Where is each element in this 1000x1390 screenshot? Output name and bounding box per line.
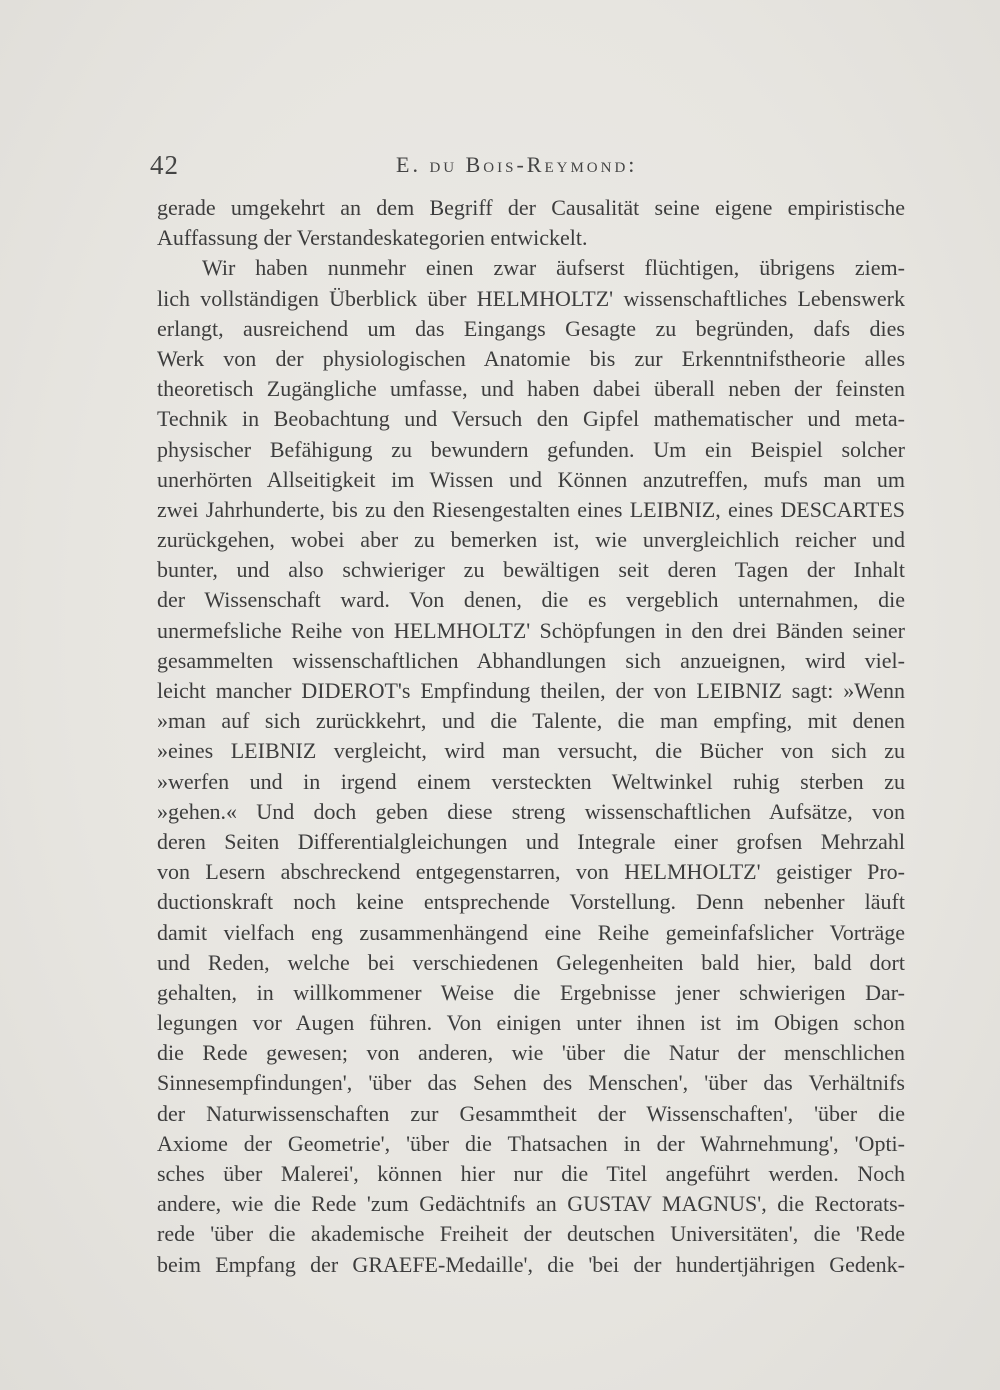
- text-line: der Wissenschaft ward. Von denen, die es vergeblich unternahmen, die: [157, 587, 905, 613]
- text-line: »eines LEIBNIZ vergleicht, wird man versucht, die Bücher von sich zu: [157, 738, 905, 764]
- text-line: legungen vor Augen führen. Von einigen unter ihnen ist im Obigen schon: [157, 1010, 905, 1036]
- text-line: Werk von der physiologischen Anatomie bis zur Erkenntnifstheorie alles: [157, 345, 905, 371]
- text-line: damit vielfach eng zusammenhängend eine Reihe gemeinfafslicher Vorträge: [157, 919, 905, 945]
- text-line: die Rede gewesen; von anderen, wie 'über die Natur der menschlichen: [157, 1040, 905, 1066]
- text-line: der Naturwissenschaften zur Gesammtheit der Wissenschaften', 'über die: [157, 1100, 905, 1126]
- text-line: gesammelten wissenschaftlichen Abhandlungen sich anzueignen, wird viel-: [157, 647, 905, 673]
- text-line: Sinnesempfindungen', 'über das Sehen des Menschen', 'über das Verhältnifs: [157, 1070, 905, 1096]
- text-line: zurückgehen, wobei aber zu bemerken ist, wie unvergleichlich reicher und: [157, 527, 905, 553]
- running-head: E. du Bois-Reymond:: [396, 152, 638, 177]
- text-line: »werfen und in irgend einem versteckten Weltwinkel ruhig sterben zu: [157, 768, 905, 794]
- page-header: [150, 150, 905, 190]
- text-line: deren Seiten Differentialgleichungen und Integrale einer grofsen Mehrzahl: [157, 828, 905, 854]
- text-line: rede 'über die akademische Freiheit der deutschen Universitäten', die 'Rede: [157, 1221, 905, 1247]
- text-line: ductionskraft noch keine entsprechende Vorstellung. Denn nebenher läuft: [157, 889, 905, 915]
- text-line: und Reden, welche bei verschiedenen Gelegenheiten bald hier, bald dort: [157, 949, 905, 975]
- text-line: erlangt, ausreichend um das Eingangs Gesagte zu begründen, dafs dies: [157, 315, 905, 341]
- page-number: 42: [150, 150, 179, 180]
- text-line: leicht mancher DIDEROT's Empfindung theilen, der von LEIBNIZ sagt: »Wenn: [157, 678, 905, 703]
- body-text: [157, 193, 905, 1280]
- text-line: beim Empfang der GRAEFE-Medaille', die 'bei der hundertjährigen Gedenk-: [157, 1251, 905, 1277]
- text-line: unermefsliche Reihe von HELMHOLTZ' Schöpfungen in den drei Bänden seiner: [157, 617, 905, 643]
- text-line: von Lesern abschreckend entgegenstarren, von HELMHOLTZ' geistiger Pro-: [157, 859, 905, 885]
- text-line: Technik in Beobachtung und Versuch den Gipfel mathematischer und meta-: [157, 406, 905, 432]
- text-line: zwei Jahrhunderte, bis zu den Riesengestalten eines LEIBNIZ, eines DESCARTES: [157, 496, 905, 522]
- text-line: bunter, und also schwieriger zu bewältigen seit deren Tagen der Inhalt: [157, 557, 905, 583]
- text-line: »gehen.« Und doch geben diese streng wissenschaftlichen Aufsätze, von: [157, 798, 905, 824]
- text-line: Wir haben nunmehr einen zwar äufserst flüchtigen, übrigens ziem-: [202, 255, 905, 281]
- text-line: gehalten, in willkommener Weise die Ergebnisse jener schwierigen Dar-: [157, 979, 905, 1005]
- text-line: Auffassung der Verstandeskategorien entwickelt.: [157, 225, 588, 251]
- text-line: Axiome der Geometrie', 'über die Thatsachen in der Wahrnehmung', 'Opti-: [157, 1130, 905, 1156]
- text-line: physischer Befähigung zu bewundern gefunden. Um ein Beispiel solcher: [157, 436, 905, 462]
- text-line: lich vollständigen Überblick über HELMHOLTZ' wissenschaftliches Lebenswerk: [157, 285, 905, 311]
- text-line: theoretisch Zugängliche umfasse, und haben dabei überall neben der feinsten: [157, 376, 905, 402]
- text-line: andere, wie die Rede 'zum Gedächtnifs an GUSTAV MAGNUS', die Rectorats-: [157, 1191, 905, 1217]
- text-line: »man auf sich zurückkehrt, und die Talente, die man empfing, mit denen: [157, 708, 905, 734]
- text-line: sches über Malerei', können hier nur die Titel angeführt werden. Noch: [157, 1161, 905, 1186]
- text-line: gerade umgekehrt an dem Begriff der Causalität seine eigene empiristische: [157, 195, 905, 220]
- text-line: unerhörten Allseitigkeit im Wissen und Können anzutreffen, mufs man um: [157, 466, 905, 492]
